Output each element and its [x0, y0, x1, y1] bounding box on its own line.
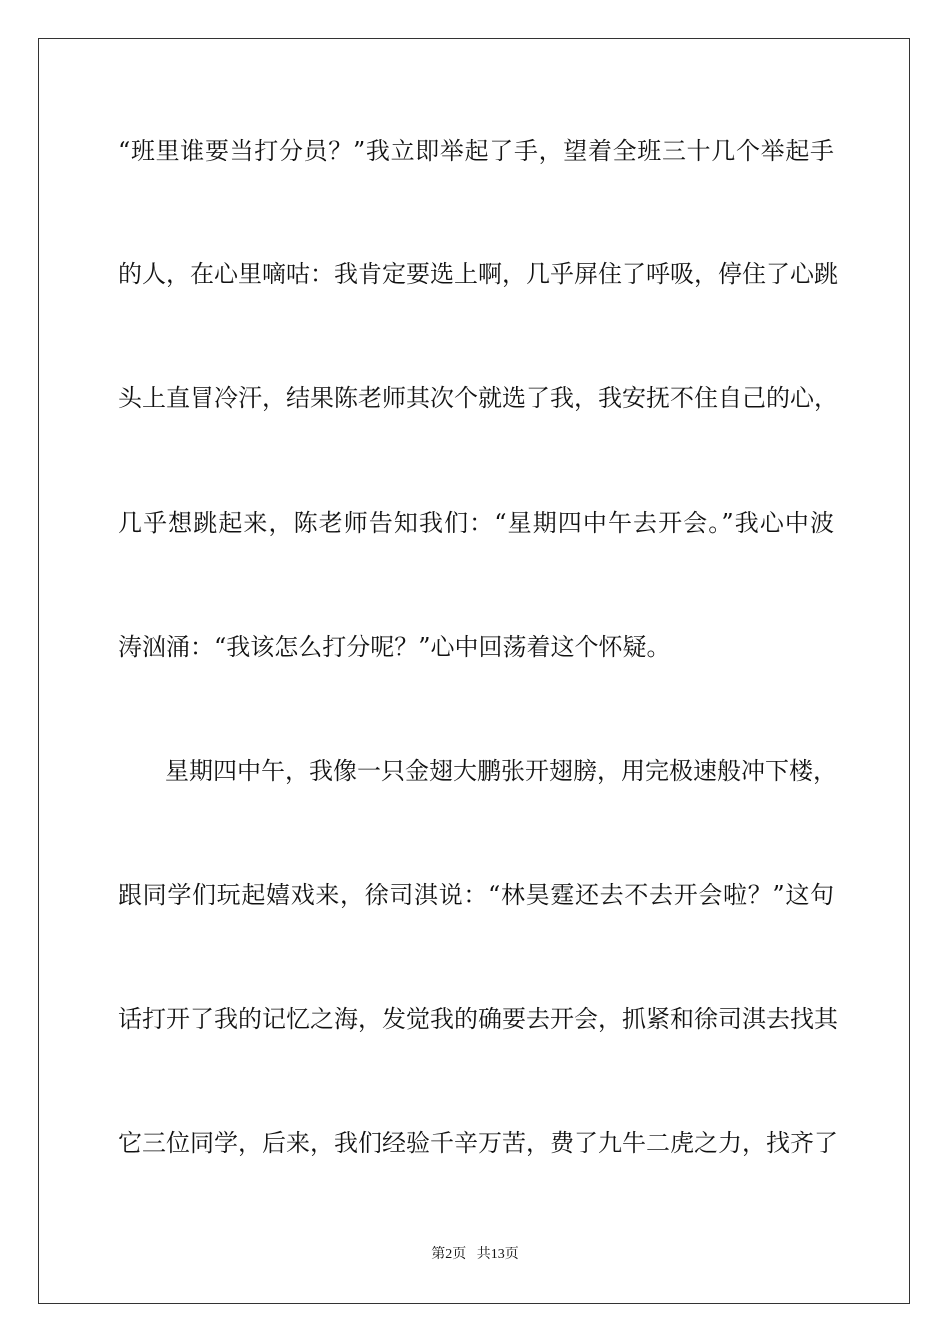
text-line-2: 的人，在心里嘀咕：我肯定要选上啊，几乎屏住了呼吸，停住了心跳	[118, 260, 838, 288]
text-line-8: 话打开了我的记忆之海，发觉我的确要去开会，抓紧和徐司淇去找其	[118, 1005, 838, 1033]
text-line-1: “班里谁要当打分员？”我立即举起了手，望着全班三十几个举起手	[118, 137, 834, 165]
page-border	[38, 38, 910, 1304]
text-line-7: 跟同学们玩起嬉戏来，徐司淇说：“林昊霆还去不去开会啦？”这句	[118, 881, 834, 909]
page-footer	[0, 1246, 950, 1264]
text-line-3: 头上直冒冷汗，结果陈老师其次个就选了我，我安抚不住自己的心，	[118, 384, 838, 412]
text-line-6: 星期四中午，我像一只金翅大鹏张开翅膀，用完极速般冲下楼，	[165, 757, 837, 785]
page-number: 第2页	[431, 1247, 467, 1262]
text-line-5: 涛汹涌：“我该怎么打分呢？”心中回荡着这个怀疑。	[118, 633, 671, 661]
text-line-9: 它三位同学，后来，我们经验千辛万苦，费了九牛二虎之力，找齐了	[118, 1129, 838, 1157]
total-pages: 共13页	[476, 1247, 519, 1262]
text-line-4: 几乎想跳起来，陈老师告知我们：“星期四中午去开会。”我心中波	[118, 509, 834, 537]
